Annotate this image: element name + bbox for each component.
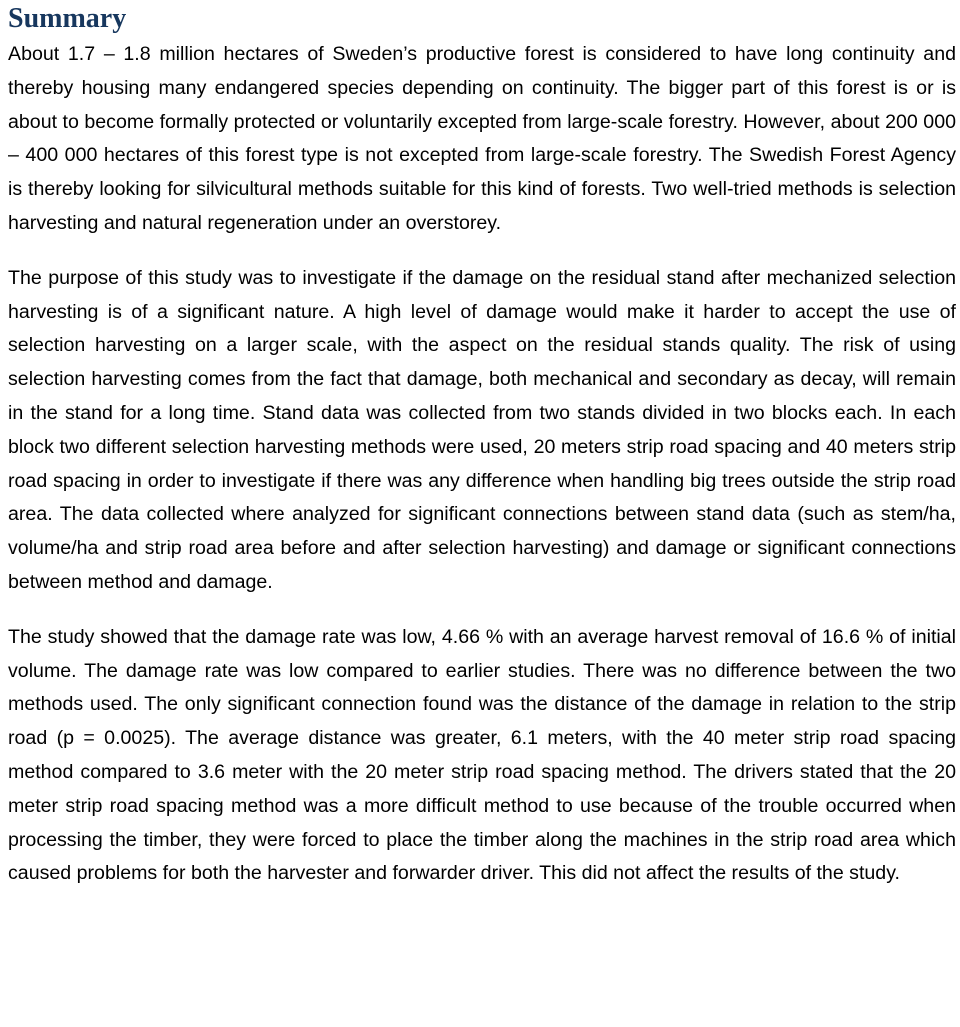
paragraph-background: About 1.7 – 1.8 million hectares of Sweden’s productive forest is considered to have long continuity and thereby housing many endangered species depending on continuity. The bigger part of this forest is or is about to become formally protected or voluntarily excepted from large-scale forestry. However, about 200 000 – 400 000 hectares of this forest type is not excepted from large-scale forestry. The Swedish Forest Agency is thereby looking for silvicultural methods suitable for this kind of forests. Two well-tried methods is selection harvesting and natural regeneration under an overstorey.	[8, 43, 956, 234]
document-page	[8, 0, 956, 891]
section-heading: Summary	[8, 3, 127, 34]
paragraph-results: The study showed that the damage rate was low, 4.66 % with an average harvest removal of 16.6 % of initial volume. The damage rate was low compared to earlier studies. There was no difference between the two methods used. The only significant connection found was the distance of the damage in relation to the strip road (p = 0.0025). The average distance was greater, 6.1 meters, with the 40 meter strip road spacing method compared to 3.6 meter with the 20 meter strip road spacing method. The drivers stated that the 20 meter strip road spacing method was a more difficult method to use because of the trouble occurred when processing the timber, they were forced to place the timber along the machines in the strip road area which caused problems for both the harvester and forwarder driver. This did not affect the results of the study.	[8, 625, 956, 885]
paragraph-purpose: The purpose of this study was to investigate if the damage on the residual stand after mechanized selection harvesting is of a significant nature. A high level of damage would make it harder to accept the use of selection harvesting on a larger scale, with the aspect on the residual stands quality. The risk of using selection harvesting comes from the fact that damage, both mechanical and secondary as decay, will remain in the stand for a long time. Stand data was collected from two stands divided in two blocks each. In each block two different selection harvesting methods were used, 20 meters strip road spacing and 40 meters strip road spacing in order to investigate if there was any difference when handling big trees outside the strip road area. The data collected where analyzed for significant connections between stand data (such as stem/ha, volume/ha and strip road area before and after selection harvesting) and damage or significant connections between method and damage.	[8, 266, 956, 593]
